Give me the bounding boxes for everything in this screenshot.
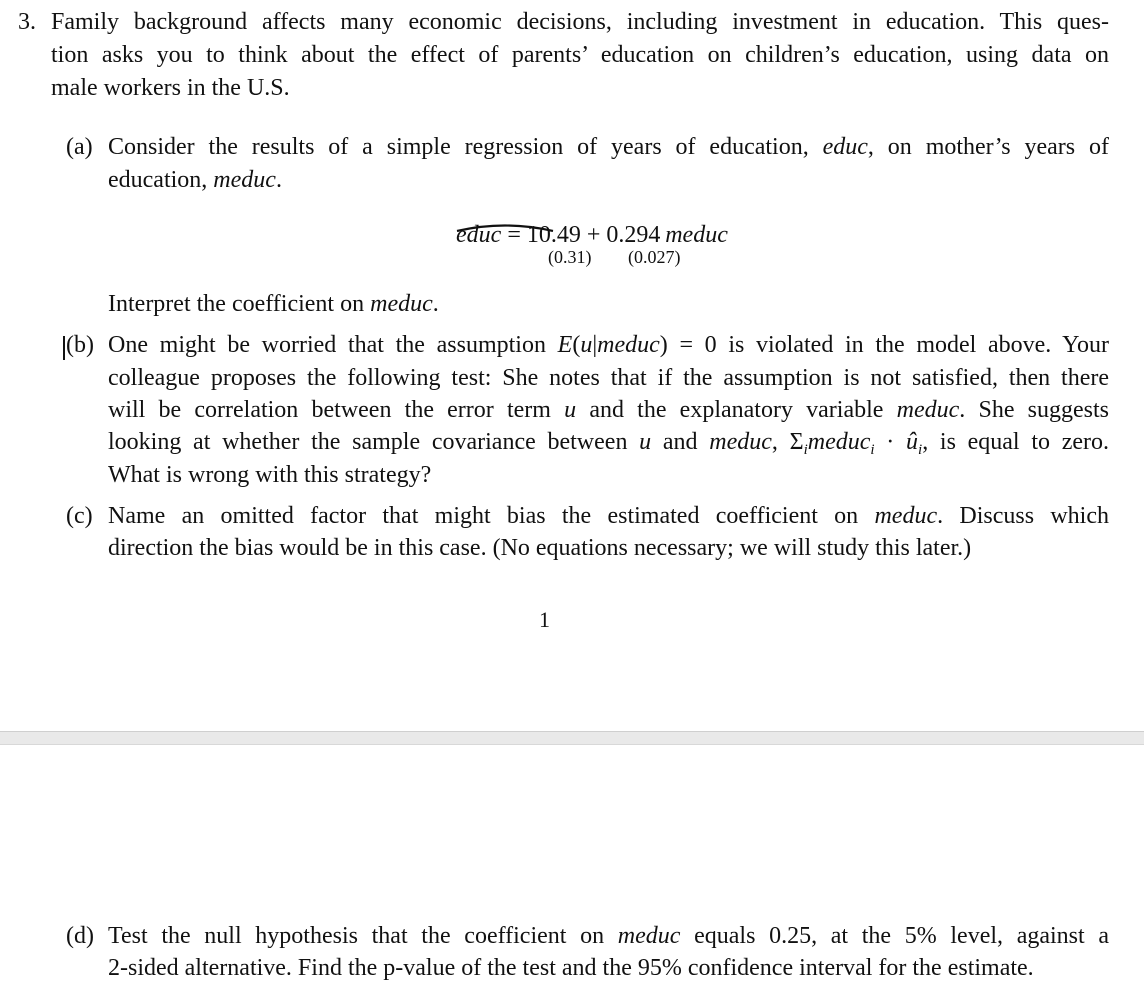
slope-coefficient: 0.294	[606, 222, 661, 248]
part-d-label: (d)	[66, 923, 94, 949]
question-number: 3.	[18, 9, 36, 35]
part-b-label: (b)	[66, 332, 94, 358]
part-d-line-1: Test the null hypothesis that the coefficient on meduc equals 0.25, at the 5% level, against a	[108, 923, 1109, 949]
page-separator	[0, 731, 1144, 745]
intercept-coefficient: 10.49	[526, 222, 581, 248]
part-d-line-2: 2-sided alternative. Find the p-value of the test and the 95% confidence interval for the estimate.	[108, 955, 1034, 981]
se-intercept: (0.31)	[548, 247, 592, 267]
part-c-label: (c)	[66, 503, 93, 529]
part-b-line-3: will be correlation between the error term u and the explanatory variable meduc. She suggests	[108, 397, 1109, 423]
text-cursor	[63, 336, 65, 360]
part-c-line-2: direction the bias would be in this case. (No equations necessary; we will study this later.)	[108, 535, 972, 561]
se-slope: (0.027)	[628, 247, 681, 267]
question-line-1: Family background affects many economic decisions, including investment in education. This ques-	[51, 9, 1109, 35]
educ-hat: educ	[456, 219, 501, 251]
regression-equation: educ = 10.49 + 0.294 meduc	[456, 219, 728, 251]
question-line-3: male workers in the U.S.	[51, 75, 290, 101]
part-c-line-1: Name an omitted factor that might bias the estimated coefficient on meduc. Discuss which	[108, 503, 1110, 529]
question-line-2: tion asks you to think about the effect of parents’ education on children’s education, using data on	[51, 42, 1109, 68]
part-a-line-2: education, meduc.	[108, 167, 282, 193]
part-a-interpret: Interpret the coefficient on meduc.	[108, 291, 439, 317]
part-b-line-5: What is wrong with this strategy?	[108, 462, 432, 488]
part-a-line-1: Consider the results of a simple regression of years of education, educ, on mother’s years of	[108, 134, 1109, 160]
part-b-line-2: colleague proposes the following test: She notes that if the assumption is not satisfied, then there	[108, 365, 1109, 391]
page-number: 1	[539, 607, 550, 632]
part-a-label: (a)	[66, 134, 93, 160]
part-b-line-4: looking at whether the sample covariance between u and meduc, $\Sigma_imeduc_i$ · $û_i$, is equal to zero.	[108, 429, 1110, 458]
hat-accent-icon	[455, 222, 555, 232]
document-page-2	[0, 744, 1144, 994]
part-b-line-1: One might be worried that the assumption E(u|meduc) = 0 is violated in the model above. Your	[108, 332, 1109, 358]
